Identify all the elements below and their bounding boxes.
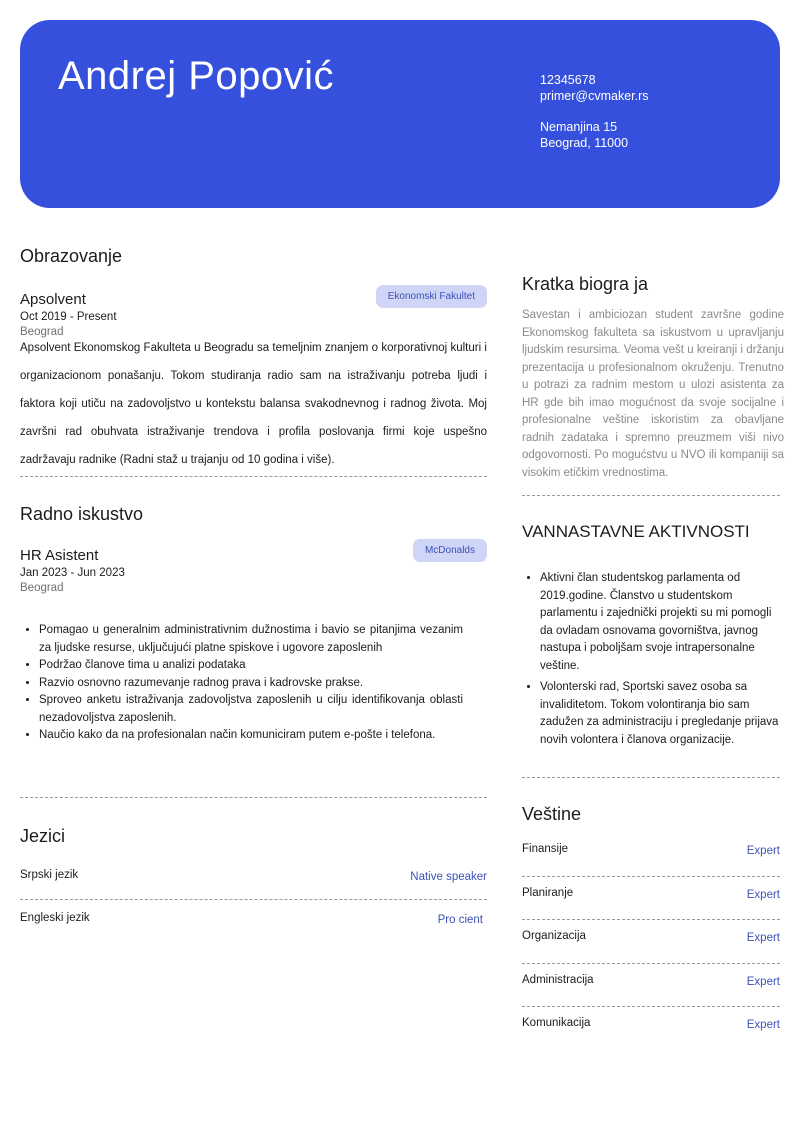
skill-name: Komunikacija [522,1017,591,1029]
skills-list [522,833,780,1050]
bio-text: Savestan i ambiciozan student završne godine Ekonomskog fakulteta sa iskustvom u upravljanju ljudskim resursima. Veoma vešt u kreiranji i držanju prezentacija u profesionalnom okruženju. Trenutno u potrazi za radnim mestom u ulozi asistenta za HR gde bih imao mogućnost da svoje socijalne i profesionalne veštine iskoristim za obavljane radnih zadataka i spremno preuzmem viši nivo odgovornosti. Po mogućstvu u NVO ili kompaniji sa visokim etičkim vrednostima. [522,309,784,479]
employer-badge: McDonalds [413,539,487,562]
contact-block [540,72,649,151]
skill-name: Finansije [522,843,569,855]
skill-level: Expert [746,932,780,944]
skill-row [522,1007,780,1050]
list-item: • Naučio kako da na profesionalan način komuniciram putem e-pošte i telefona. [39,727,463,745]
bio-heading: Kratka biogra ja [522,274,649,294]
candidate-name: Andrej Popović [58,54,335,98]
city-address: Beograd, 11000 [540,136,629,150]
language-name: Engleski jezik [20,911,90,924]
list-item: • Pomagao u generalnim administrativnim dužnostima i bavio se pitanjima vezanim za ljudske resurse, uključujući platne spiskove i ugovore zaposlenih [39,622,463,657]
education-entry [20,291,487,474]
right-column [522,274,784,1050]
language-level: Native speaker [410,870,487,883]
language-level: Pro cient [437,913,483,926]
divider [20,797,487,798]
language-name: Srpski jezik [20,868,79,881]
job-dates: Jan 2023 - Jun 2023 [20,567,125,579]
skill-row [522,920,780,963]
skill-level: Expert [746,975,780,988]
left-column [20,246,487,942]
education-heading: Obrazovanje [20,246,123,266]
activities-list [522,570,784,749]
skill-name: Planiranje [522,886,574,899]
skill-level: Expert [746,1019,780,1031]
skill-level: Expert [746,845,780,857]
street-address: Nemanjina 15 [540,120,618,134]
job-entry [20,547,487,745]
skills-heading: Veštine [522,804,582,824]
education-title: Apsolvent [20,291,86,308]
divider [20,476,487,477]
languages-heading: Jezici [20,825,66,846]
skill-name: Administracija [522,973,594,986]
list-item: • Razvio osnovno razumevanje radnog prava i kadrovske prakse. [39,675,463,693]
list-item: • Podržao članove tima u analizi podataka [39,657,463,675]
divider [522,777,780,778]
language-row [20,900,487,942]
experience-heading: Radno iskustvo [20,504,144,524]
skill-row [522,833,780,876]
education-location: Beograd [20,326,64,338]
skill-row [522,964,780,1007]
job-duties-list [20,622,463,745]
header-banner [20,20,780,208]
divider [522,495,780,496]
skill-level: Expert [746,888,780,901]
skill-row [522,877,780,920]
language-row [20,857,487,899]
activities-heading: VANNASTAVNE AKTIVNOSTI [522,522,750,541]
email-address: primer@cvmaker.rs [540,89,649,103]
list-item: • Aktivni član studentskog parlamenta od 2019.godine. Članstvo u studentskom parlamentu i zajednički projekti su mi pomogli da ovladam osnovama govorništva, javnog nastupa i poboljšam svoje intrapersonalne veštine. [540,570,784,675]
education-dates: Oct 2019 - Present [20,311,117,323]
list-item: • Sproveo anketu istraživanja zadovoljstva zaposlenih u cilju identifikovanja oblasti nezadovoljstva zaposlenih. [39,692,463,727]
education-description: Apsolvent Ekonomskog Fakulteta u Beogradu sa temeljnim znanjem o korporativnoj kulturi i organizacionom ponašanju. Tokom studiranja radio sam na istraživanju potreba ljudi i faktora koji utiču na zadovoljstvo u kontekstu balansa svakodnevnog i radnog života. Moj završni rad obuhvata istraživanje trendova i profila poslovanja firmi koje uspešno zadržavaju radnike (Radni staž u trajanju od 10 godina i više). [20,342,487,466]
job-location: Beograd [20,582,64,594]
phone-number: 12345678 [540,73,596,87]
skill-name: Organizacija [522,930,586,942]
job-title: HR Asistent [20,547,99,564]
institution-badge: Ekonomski Fakultet [376,285,487,308]
list-item: • Volonterski rad, Sportski savez osoba sa invaliditetom. Tokom volontiranja bio sam zadužen za administraciju i pregledanje prijava novih volontera i članova organizacije. [540,679,784,749]
